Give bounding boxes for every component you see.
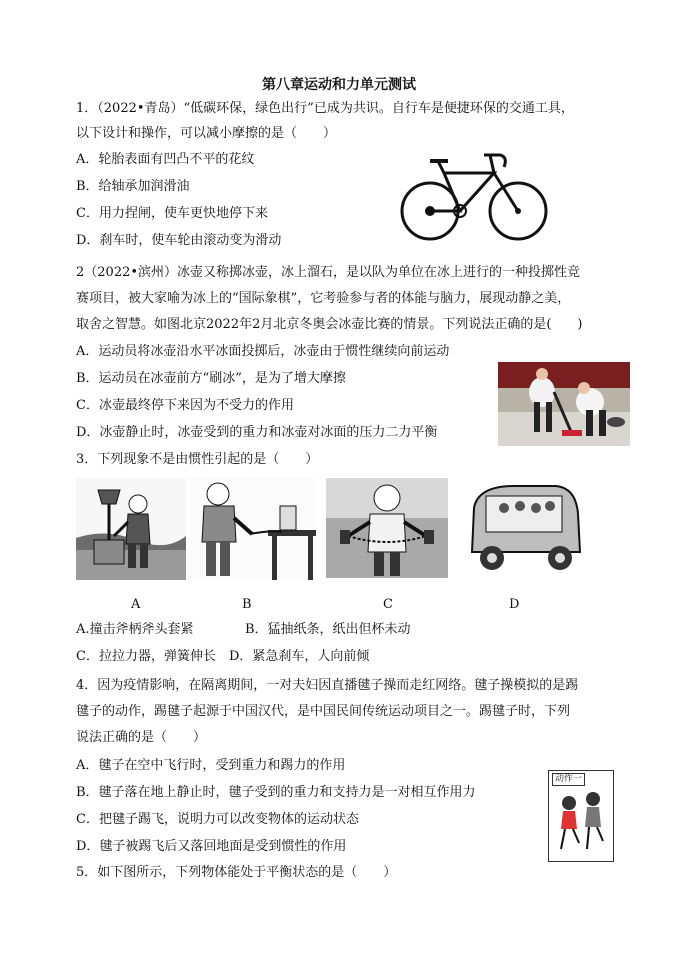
q4-option-a: A．毽子在空中飞行时，受到重力和踢力的作用 — [76, 758, 346, 773]
q3-option-b: B．猛抽纸条，纸出但杯未动 — [245, 622, 411, 637]
q2-stem-line2: 赛项目，被大家喻为冰上的“国际象棋”，它考验参与者的体能与脑力，展现动静之美， — [76, 291, 571, 306]
q2-option-c: C．冰壶最终停下来因为不受力的作用 — [76, 398, 294, 413]
q3-stem: 3．下列现象不是由惯性引起的是（ ） — [76, 452, 319, 467]
q1-option-b: B．给轴承加润滑油 — [76, 179, 190, 194]
q3-option-a: A.撞击斧柄斧头套紧 — [76, 622, 194, 637]
q2-option-d: D．冰壶静止时，冰壶受到的重力和冰壶对冰面的压力二力平衡 — [76, 425, 438, 440]
q3-figure-label-c: C — [383, 597, 393, 612]
q4-stem-line2: 毽子的动作，踢毽子起源于中国汉代，是中国民间传统运动项目之一。踢毽子时，下列 — [76, 704, 571, 719]
page-title: 第八章运动和力单元测试 — [262, 77, 416, 93]
q4-option-d: D．毽子被踢飞后又落回地面是受到惯性的作用 — [76, 839, 347, 854]
q2-stem-line3: 取舍之智慧。如图北京2022年2月北京冬奥会冰壶比赛的情景。下列说法正确的是( ) — [76, 317, 583, 332]
q1-stem-line1: 1．（2022•青岛）“低碳环保，绿色出行”已成为共识。自行车是便捷环保的交通工具， — [76, 101, 574, 116]
q3-figure-label-d: D — [509, 597, 520, 612]
q4-option-b: B．毽子落在地上静止时，毽子受到的重力和支持力是一对相互作用力 — [76, 785, 476, 800]
curling-photo — [498, 362, 630, 446]
figure-caption: 动作一 — [552, 773, 585, 786]
q3-figure-label-b: B — [242, 597, 252, 612]
q3-figure-label-a: A — [131, 597, 141, 612]
q4-stem-line3: 说法正确的是（ ） — [76, 730, 207, 745]
q1-option-d: D．刹车时，使车轮由滚动变为滑动 — [76, 233, 282, 248]
q2-stem-line1: 2（2022•滨州）冰壶又称掷冰壶，冰上溜石，是以队为单位在冰上进行的一种投掷性竞 — [76, 265, 581, 280]
q3-options-c-d: C．拉拉力器，弹簧伸长 D．紧急刹车，人向前倾 — [76, 649, 370, 664]
figure-c-expander — [326, 478, 448, 578]
q2-option-a: A．运动员将冰壶沿水平冰面投掷后，冰壶由于惯性继续向前运动 — [76, 344, 450, 359]
q4-stem-line1: 4．因为疫情影响，在隔离期间，一对夫妇因直播毽子操而走红网络。毽子操模拟的是踢 — [76, 678, 579, 693]
q1-stem-line2: 以下设计和操作，可以减小摩擦的是（ ） — [76, 126, 337, 141]
q1-option-c: C．用力捏闸，使车更快地停下来 — [76, 206, 268, 221]
q5-stem: 5．如下图所示，下列物体能处于平衡状态的是（ ） — [76, 865, 397, 880]
bicycle-figure — [398, 145, 550, 245]
chainring — [425, 206, 435, 216]
q1-option-a: A．轮胎表面有凹凸不平的花纹 — [76, 152, 255, 167]
figure-b-paper-cup — [190, 478, 316, 580]
figure-a-axe — [76, 478, 186, 580]
figure-d-car — [464, 478, 590, 580]
q4-option-c: C．把毽子踢飞，说明力可以改变物体的运动状态 — [76, 812, 359, 827]
q2-option-b: B．运动员在冰壶前方“刷冰”，是为了增大摩擦 — [76, 371, 346, 386]
shuttlecock-dance-figure — [548, 770, 614, 862]
